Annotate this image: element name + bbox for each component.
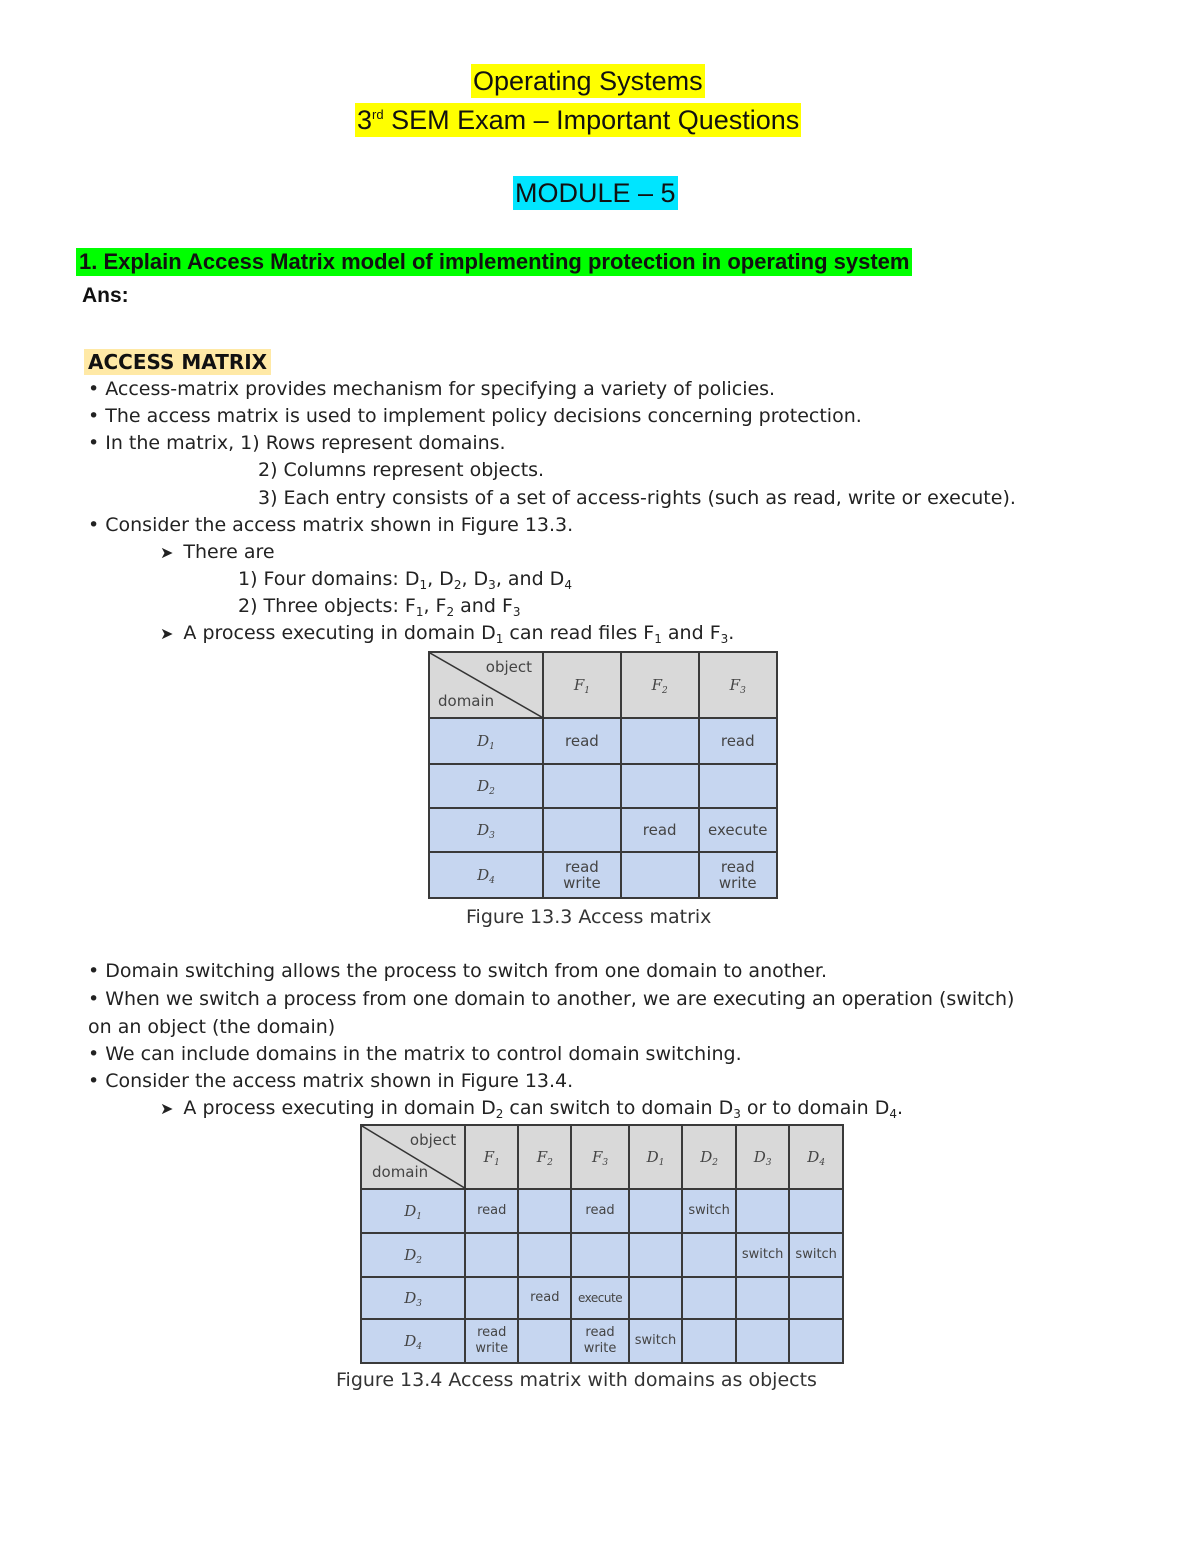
- access-matrix-table-1: [428, 651, 778, 899]
- row-header-d3: $D_3$: [429, 808, 543, 852]
- domain-label: domain: [438, 692, 495, 710]
- table-cell: [682, 1233, 736, 1277]
- arrow-right-icon: ➤: [160, 1099, 174, 1118]
- table-cell: read: [465, 1189, 518, 1233]
- table-cell: switch: [629, 1319, 683, 1363]
- figure-13-3-caption: Figure 13.3 Access matrix: [466, 906, 712, 928]
- column-header-f3: $F_3$: [699, 652, 778, 718]
- sem-suffix: rd: [372, 107, 384, 122]
- table-cell: [465, 1277, 518, 1319]
- bullet-3: • In the matrix, 1) Rows represent domains.: [88, 432, 506, 454]
- exam-subtitle-text: SEM Exam – Important Questions: [383, 105, 800, 135]
- table-cell: [736, 1277, 790, 1319]
- table-cell: read: [543, 718, 621, 764]
- four-domains-prefix: 1) Four domains:: [238, 568, 405, 590]
- sem-number: 3: [357, 105, 373, 135]
- table-cell: [629, 1189, 683, 1233]
- bullet-4: • Consider the access matrix shown in Figure 13.3.: [88, 514, 574, 536]
- table-cell: switch: [789, 1233, 843, 1277]
- table-cell: [629, 1233, 683, 1277]
- switching-bullet-1: • Domain switching allows the process to switch from one domain to another.: [88, 960, 828, 982]
- table-row: [361, 1319, 843, 1363]
- access-matrix-table-2: [360, 1124, 844, 1364]
- bullet-2: • The access matrix is used to implement policy decisions concerning protection.: [88, 405, 862, 427]
- course-title-text: Operating Systems: [473, 66, 703, 96]
- table-row: [361, 1233, 843, 1277]
- table-cell: [543, 764, 621, 808]
- three-objects-prefix: 2) Three objects:: [238, 595, 405, 617]
- column-header-f1: $F_1$: [465, 1125, 518, 1189]
- table-cell: read write: [543, 852, 621, 898]
- question-1-text: 1. Explain Access Matrix model of implementing protection in operating system: [79, 249, 910, 274]
- switching-bullet-2: • When we switch a process from one domain to another, we are executing an operation (switch): [88, 988, 1015, 1010]
- process-read-line: ➤ A process executing in domain $D_1$ can read files $F_1$ and $F_3$.: [160, 622, 735, 646]
- course-title: [471, 64, 705, 98]
- table-cell: [621, 718, 699, 764]
- question-1: [76, 248, 912, 276]
- table-cell: [789, 1319, 843, 1363]
- table-cell: [621, 764, 699, 808]
- table-cell: execute: [699, 808, 778, 852]
- column-header-d2: $D_2$: [682, 1125, 736, 1189]
- process-switch-line: ➤ A process executing in domain $D_2$ can switch to domain $D_3$ or to domain $D_4$.: [160, 1097, 904, 1121]
- row-header-d2: $D_2$: [429, 764, 543, 808]
- table-cell: [518, 1233, 571, 1277]
- arrow-right-icon: ➤: [160, 624, 174, 643]
- column-header-f2: $F_2$: [518, 1125, 571, 1189]
- table-row: [429, 808, 777, 852]
- table-cell: [682, 1319, 736, 1363]
- table-cell: [629, 1277, 683, 1319]
- table-cell: [736, 1319, 790, 1363]
- there-are-line: [160, 539, 275, 566]
- table-cell: read write: [465, 1319, 518, 1363]
- row-header-d1: $D_1$: [361, 1189, 465, 1233]
- column-header-f2: $F_2$: [621, 652, 699, 718]
- table-row: [361, 1277, 843, 1319]
- column-header-f3: $F_3$: [571, 1125, 628, 1189]
- switching-bullet-4: • Consider the access matrix shown in Figure 13.4.: [88, 1070, 574, 1092]
- domain-label: domain: [372, 1163, 429, 1181]
- column-header-d3: $D_3$: [736, 1125, 790, 1189]
- table-cell: [789, 1189, 843, 1233]
- table-cell: read write: [571, 1319, 628, 1363]
- table-cell: switch: [736, 1233, 790, 1277]
- switching-bullet-2-cont: on an object (the domain): [88, 1016, 336, 1038]
- bullet-3-columns: 2) Columns represent objects.: [258, 459, 545, 481]
- table-row: [429, 852, 777, 898]
- exam-subtitle: [355, 103, 801, 137]
- bullet-1: • Access-matrix provides mechanism for specifying a variety of policies.: [88, 378, 776, 400]
- table-cell: read: [571, 1189, 628, 1233]
- table-cell: [465, 1233, 518, 1277]
- table-cell: switch: [682, 1189, 736, 1233]
- table-cell: read: [699, 718, 778, 764]
- column-header-d4: $D_4$: [789, 1125, 843, 1189]
- object-label: object: [485, 658, 533, 676]
- arrow-right-icon: ➤: [160, 543, 174, 562]
- table-corner: [361, 1125, 465, 1189]
- table-cell: [571, 1233, 628, 1277]
- table-cell: [543, 808, 621, 852]
- column-header-d1: $D_1$: [629, 1125, 683, 1189]
- row-header-d2: $D_2$: [361, 1233, 465, 1277]
- table-cell: [518, 1189, 571, 1233]
- row-header-d4: $D_4$: [361, 1319, 465, 1363]
- section-title: ACCESS MATRIX: [84, 349, 271, 375]
- column-header-f1: $F_1$: [543, 652, 621, 718]
- table-row: [429, 718, 777, 764]
- table-cell: [699, 764, 778, 808]
- table-cell: [736, 1189, 790, 1233]
- row-header-d1: $D_1$: [429, 718, 543, 764]
- four-domains-line: 1) Four domains: $D_1$, $D_2$, $D_3$, and $D_4$: [238, 568, 572, 592]
- bullet-3-entries: 3) Each entry consists of a set of access-rights (such as read, write or execute).: [258, 487, 1016, 509]
- table-cell: execute: [571, 1277, 628, 1319]
- table-cell: [682, 1277, 736, 1319]
- table-cell: [789, 1277, 843, 1319]
- figure-13-4-caption: Figure 13.4 Access matrix with domains as objects: [336, 1369, 817, 1391]
- table-cell: read write: [699, 852, 778, 898]
- switching-bullet-3: • We can include domains in the matrix to control domain switching.: [88, 1043, 742, 1065]
- there-are-text: There are: [183, 541, 275, 563]
- table-row: [429, 764, 777, 808]
- table-cell: [518, 1319, 571, 1363]
- table-cell: read: [518, 1277, 571, 1319]
- row-header-d4: $D_4$: [429, 852, 543, 898]
- module-title-text: MODULE – 5: [515, 178, 676, 208]
- row-header-d3: $D_3$: [361, 1277, 465, 1319]
- table-cell: [621, 852, 699, 898]
- three-objects-line: 2) Three objects: $F_1$, $F_2$ and $F_3$: [238, 595, 521, 619]
- table-corner: [429, 652, 543, 718]
- object-label: object: [409, 1131, 457, 1149]
- module-title: [513, 176, 678, 210]
- table-cell: read: [621, 808, 699, 852]
- answer-label: Ans:: [82, 284, 129, 307]
- table-row: [361, 1189, 843, 1233]
